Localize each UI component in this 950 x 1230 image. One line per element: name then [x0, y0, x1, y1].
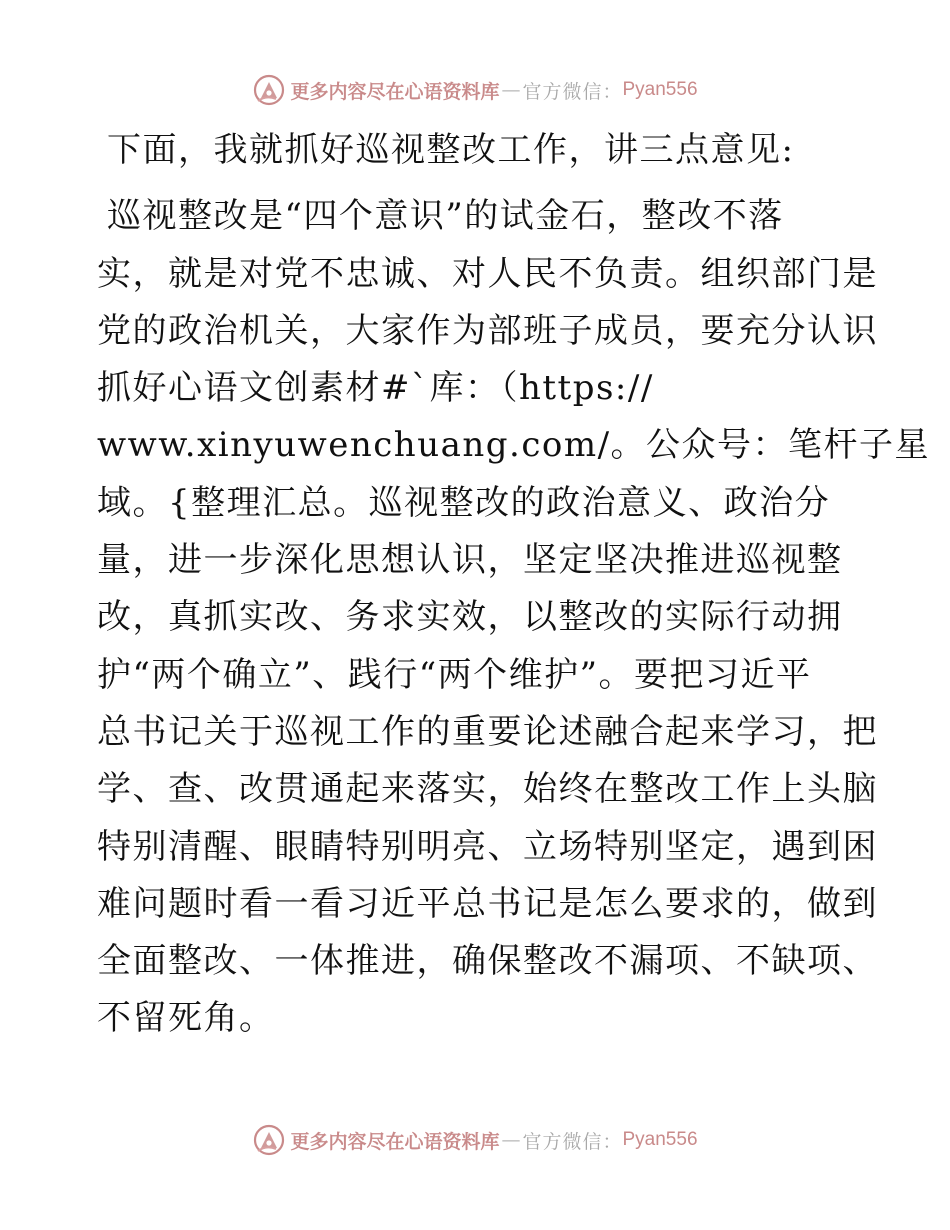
text-line: 全面整改、一体推进，确保整改不漏项、不缺项、	[97, 941, 878, 982]
text-line: 学、查、改贯通起来落实，始终在整改工作上头脑	[97, 769, 878, 810]
text-line: 特别清醒、眼睛特别明亮、立场特别坚定，遇到困	[97, 826, 878, 867]
pen-nib-logo-icon	[252, 73, 286, 107]
text-line: 不留死角。	[97, 998, 275, 1039]
watermark-site-text: 更多内容尽在心语资料库	[290, 80, 500, 103]
watermark-wechat-id: Pyan556	[622, 1129, 698, 1150]
text-line: www.xinyuwenchuang.com/。公众号：笔杆子星	[97, 425, 931, 466]
text-line: 护“两个确立”、践行“两个维护”。要把习近平	[97, 654, 812, 695]
watermark-wechat-id: Pyan556	[622, 79, 698, 100]
text-line: 党的政治机关，大家作为部班子成员，要充分认识	[97, 310, 878, 351]
pen-nib-logo-icon	[252, 1123, 286, 1157]
text-line: 实，就是对党不忠诚、对人民不负责。组织部门是	[97, 253, 878, 294]
text-line: 总书记关于巡视工作的重要论述融合起来学习，把	[97, 711, 878, 752]
watermark-separator: —	[501, 79, 521, 101]
header-watermark	[0, 70, 950, 110]
text-line: 量，进一步深化思想认识，坚定坚决推进巡视整	[97, 540, 843, 581]
watermark-official-label: 官方微信：	[522, 1130, 623, 1153]
watermark-separator: —	[501, 1129, 521, 1151]
text-line: 难问题时看一看习近平总书记是怎么要求的，做到	[97, 883, 878, 924]
document-body	[97, 122, 931, 1048]
watermark-official-label: 官方微信：	[522, 80, 623, 103]
footer-watermark	[0, 1120, 950, 1160]
text-line: 域。{整理汇总。巡视整改的政治意义、政治分	[97, 482, 831, 523]
text-line: 巡视整改是“四个意识”的试金石，整改不落	[107, 196, 784, 237]
paragraph-intro: 下面，我就抓好巡视整改工作，讲三点意见:	[107, 130, 795, 170]
text-line: 抓好心语文创素材#`库：（https://	[97, 368, 654, 409]
paragraph-main	[97, 188, 931, 1047]
text-line: 改，真抓实改、务求实效，以整改的实际行动拥	[97, 597, 843, 638]
watermark-site-text: 更多内容尽在心语资料库	[290, 1130, 500, 1153]
